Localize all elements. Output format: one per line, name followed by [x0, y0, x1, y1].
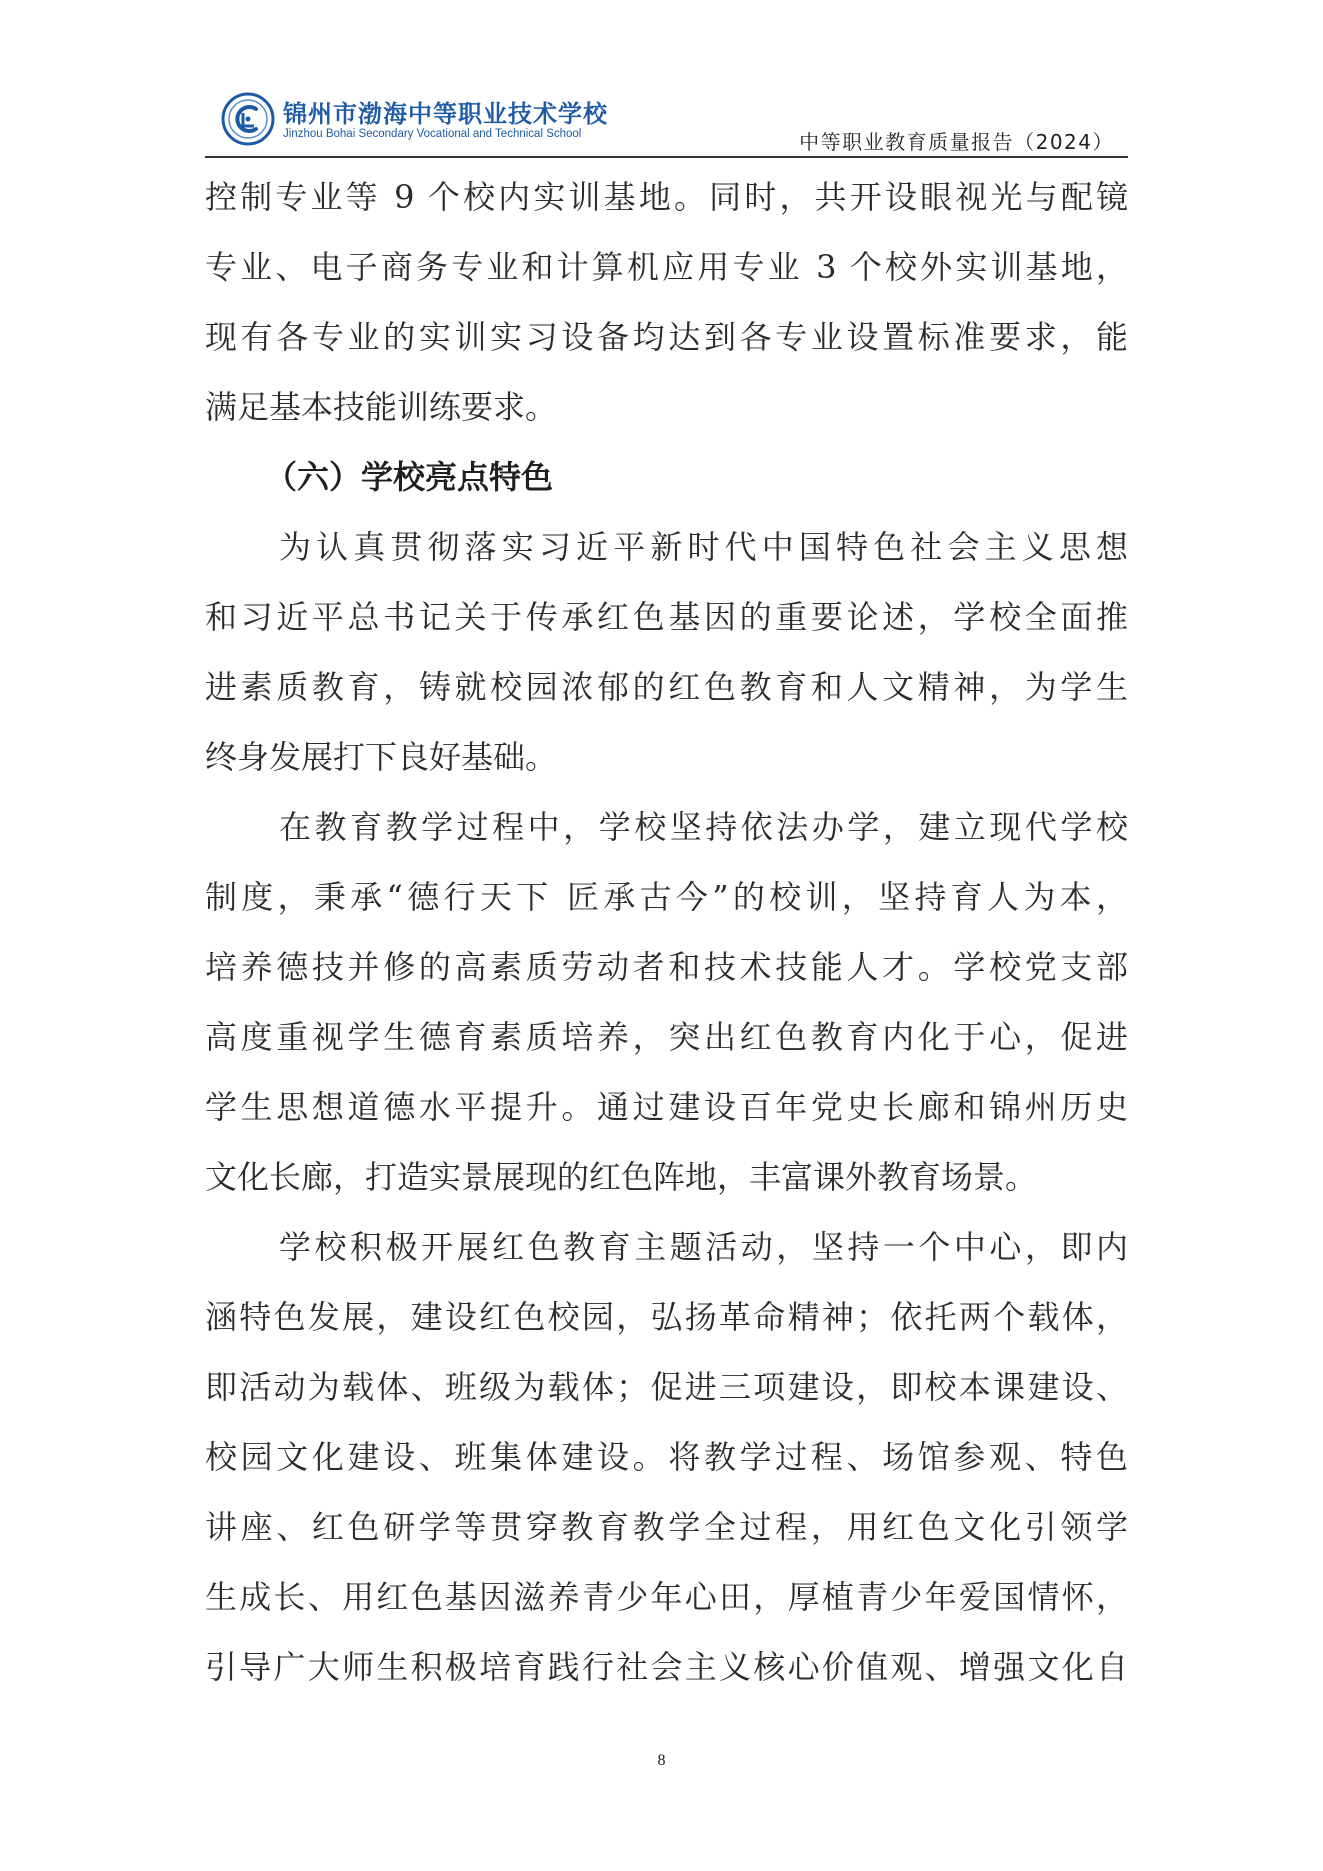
text-line: 进素质教育，铸就校园浓郁的红色教育和人文精神，为学生: [205, 668, 1128, 706]
school-emblem-icon: [221, 92, 275, 146]
text-line: 满足基本技能训练要求。: [205, 388, 558, 426]
text-line: 专业、电子商务专业和计算机应用专业 3 个校外实训基地，: [205, 248, 1128, 286]
text-line: 在教育教学过程中，学校坚持依法办学，建立现代学校: [279, 808, 1128, 846]
paragraph-continuation: [205, 162, 1128, 442]
text-line: 校园文化建设、班集体建设。将教学过程、场馆参观、特色: [205, 1438, 1128, 1476]
text-line: 为认真贯彻落实习近平新时代中国特色社会主义思想: [279, 528, 1128, 566]
header-divider: [205, 156, 1128, 158]
text-line: 学校积极开展红色教育主题活动，坚持一个中心，即内: [279, 1228, 1128, 1266]
text-line: 讲座、红色研学等贯穿教育教学全过程，用红色文化引领学: [205, 1508, 1128, 1546]
text-line: 生成长、用红色基因滋养青少年心田，厚植青少年爱国情怀，: [205, 1578, 1128, 1616]
text-line: 文化长廊，打造实景展现的红色阵地，丰富课外教育场景。: [205, 1158, 1038, 1196]
page-header: [205, 90, 1128, 158]
text-line: 涵特色发展，建设红色校园，弘扬革命精神；依托两个载体，: [205, 1298, 1128, 1336]
paragraph: [205, 1212, 1128, 1702]
text-line: 引导广大师生积极培育践行社会主义核心价值观、增强文化自: [205, 1648, 1128, 1686]
page-number: 8: [657, 1752, 666, 1769]
text-line: 和习近平总书记关于传承红色基因的重要论述，学校全面推: [205, 598, 1128, 636]
text-line: 终身发展打下良好基础。: [205, 738, 558, 776]
text-line: 制度，秉承“德行天下 匠承古今”的校训，坚持育人为本，: [205, 878, 1128, 916]
paragraph: [205, 512, 1128, 792]
text-line: 即活动为载体、班级为载体；促进三项建设，即校本课建设、: [205, 1368, 1128, 1406]
document-body: [205, 162, 1128, 1702]
text-line: 培养德技并修的高素质劳动者和技术技能人才。学校党支部: [205, 948, 1128, 986]
report-title: 中等职业教育质量报告（2024）: [799, 130, 1114, 154]
section-heading: （六）学校亮点特色: [265, 458, 554, 496]
text-line: 高度重视学生德育素质培养，突出红色教育内化于心，促进: [205, 1018, 1128, 1056]
paragraph: [205, 792, 1128, 1212]
text-line: 学生思想道德水平提升。通过建设百年党史长廊和锦州历史: [205, 1088, 1128, 1126]
text-line: 现有各专业的实训实习设备均达到各专业设置标准要求，能: [205, 318, 1128, 356]
text-line: 控制专业等 9 个校内实训基地。同时，共开设眼视光与配镜: [205, 178, 1128, 216]
school-name-en: Jinzhou Bohai Secondary Vocational and Technical School: [283, 128, 582, 140]
school-name-cn: 锦州市渤海中等职业技术学校: [283, 100, 608, 128]
